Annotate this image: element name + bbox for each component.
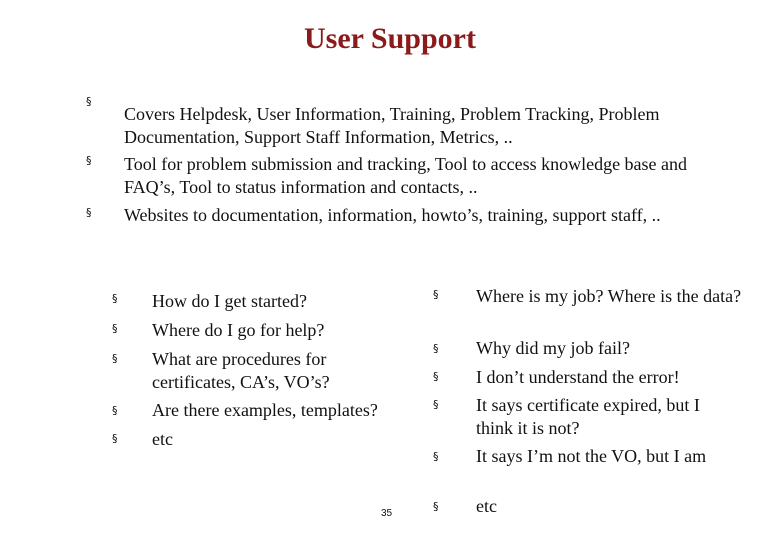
bullet-icon: §: [86, 154, 92, 167]
top-bullet-3: Websites to documentation, information, howto’s, training, support staff, ..: [124, 205, 661, 225]
right-question-2: Why did my job fail?: [476, 338, 630, 358]
right-question-6: etc: [476, 496, 497, 516]
left-question-4: Are there examples, templates?: [152, 400, 378, 420]
bullet-icon: §: [433, 342, 439, 355]
right-question-3: I don’t understand the error!: [476, 367, 680, 387]
bullet-icon: §: [112, 322, 118, 335]
bullet-icon: §: [433, 450, 439, 463]
bullet-icon: §: [112, 292, 118, 305]
right-question-5: It says I’m not the VO, but I am: [476, 446, 707, 466]
bullet-icon: §: [112, 404, 118, 417]
right-question-1: Where is my job? Where is the data?: [476, 286, 742, 306]
right-question-4: It says certificate expired, but I think it is not?: [476, 395, 700, 438]
left-question-2: Where do I go for help?: [152, 320, 325, 340]
bullet-icon: §: [433, 370, 439, 383]
bullet-icon: §: [433, 288, 439, 301]
bullet-icon: §: [112, 352, 118, 365]
slide-title: User Support: [304, 22, 476, 55]
left-question-5: etc: [152, 429, 173, 449]
page-number: 35: [381, 508, 393, 519]
bullet-icon: §: [433, 398, 439, 411]
bullet-icon: §: [86, 206, 92, 219]
top-bullet-1: Covers Helpdesk, User Information, Training, Problem Tracking, Problem Documentation, Support Staff Information, Metrics, ..: [124, 104, 660, 147]
top-bullet-2: Tool for problem submission and tracking, Tool to access knowledge base and FAQ’s, Tool to status information and contacts, ..: [124, 154, 688, 197]
left-question-1: How do I get started?: [152, 291, 307, 311]
bullet-icon: §: [433, 500, 439, 513]
bullet-icon: §: [86, 95, 92, 108]
left-question-3: What are procedures for certificates, CA’s, VO’s?: [152, 349, 330, 392]
bullet-icon: §: [112, 432, 118, 445]
